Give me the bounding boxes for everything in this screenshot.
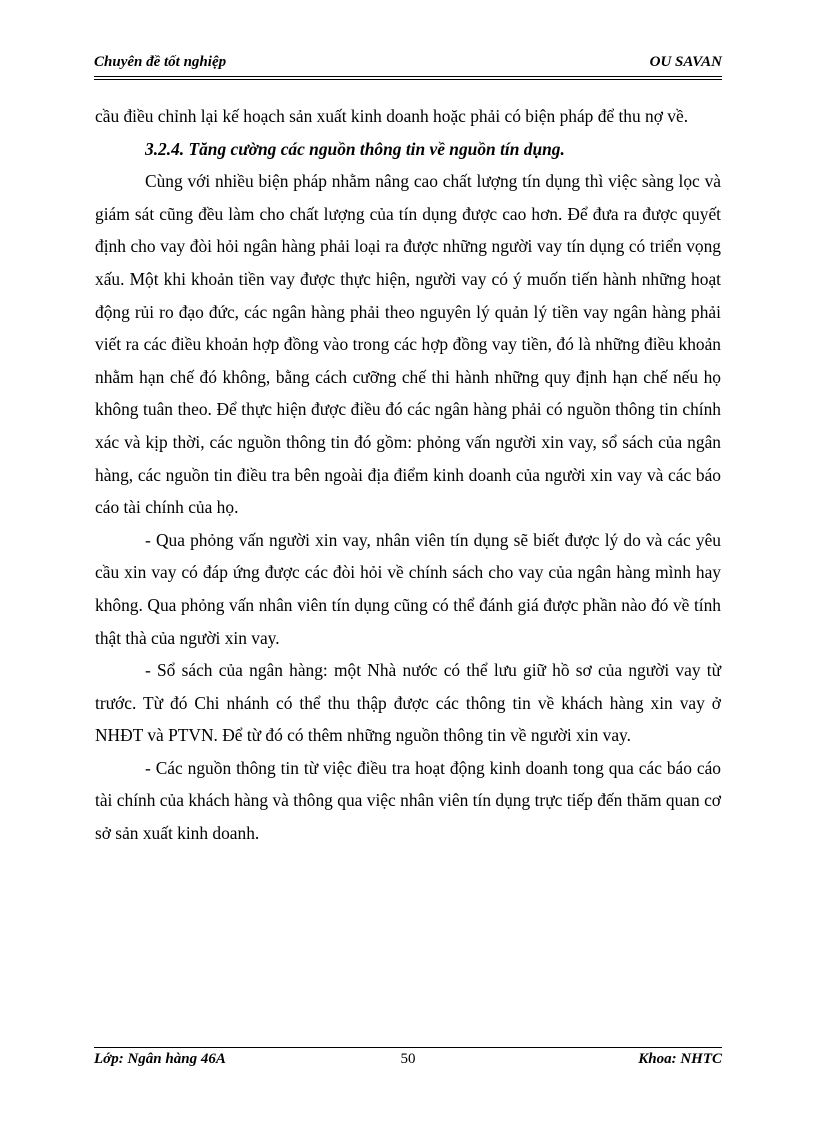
footer-faculty: Khoa: NHTC xyxy=(638,1051,722,1067)
header-rule xyxy=(94,76,722,77)
header-document-title: Chuyên đề tốt nghiệp xyxy=(94,54,227,70)
footer-rule xyxy=(94,1047,722,1048)
page-header xyxy=(94,54,722,76)
page-body xyxy=(95,100,721,850)
paragraph: Cùng với nhiều biện pháp nhằm nâng cao chất lượng tín dụng thì việc sàng lọc và giám sát cũng đều làm cho chất lượng của tín dụng được cao hơn. Để đưa ra được quyết định cho vay đòi hỏi ngân hàng phải loại ra được những người vay tín dụng có triển vọng xấu. Một khi khoản tiền vay được thực hiện, người vay có ý muốn tiến hành những hoạt động rủi ro đạo đức, các ngân hàng phải theo nguyên lý quản lý tiền vay ngân hàng phải viết ra các điều khoản hợp đồng vào trong các hợp đồng vay tiền, đó là những điều khoản nhằm hạn chế đó không, bằng cách cưỡng chế thi hành những quy định hạn chế nếu họ không tuân theo. Để thực hiện được điều đó các ngân hàng phải có nguồn thông tin chính xác và kịp thời, các nguồn thông tin đó gồm: phỏng vấn người xin vay, sổ sách của ngân hàng, các nguồn tin điều tra bên ngoài địa điểm kinh doanh của người xin vay và các báo cáo tài chính của họ. xyxy=(95,171,721,518)
paragraph: - Các nguồn thông tin từ việc điều tra hoạt động kinh doanh tong qua các báo cáo tài chính của khách hàng và thông qua việc nhân viên tín dụng trực tiếp đến thăm quan cơ sở sản xuất kinh doanh. xyxy=(95,757,721,844)
header-rule-double xyxy=(94,79,722,80)
paragraph-continuation: cầu điều chỉnh lại kế hoạch sản xuất kinh doanh hoặc phải có biện pháp để thu nợ về. xyxy=(95,106,689,126)
page-footer xyxy=(94,1051,722,1073)
paragraph: - Qua phỏng vấn người xin vay, nhân viên tín dụng sẽ biết được lý do và các yêu cầu xin vay có đáp ứng được các đòi hỏi về chính sách cho vay của ngân hàng mình hay không. Qua phỏng vấn nhân viên tín dụng cũng có thể đánh giá được phần nào đó về tính thật thà của người xin vay. xyxy=(95,529,721,648)
page-number: 50 xyxy=(400,1051,416,1067)
paragraph: - Sổ sách của ngân hàng: một Nhà nước có thể lưu giữ hồ sơ của người vay từ trước. Từ đó Chi nhánh có thể thu thập được các thông tin về khách hàng xin vay ở NHĐT và PTVN. Để từ đó có thêm những nguồn thông tin về người xin vay. xyxy=(95,660,721,746)
section-heading: 3.2.4. Tăng cường các nguồn thông tin về nguồn tín dụng. xyxy=(145,138,565,159)
header-author: OU SAVAN xyxy=(649,54,722,70)
footer-class: Lớp: Ngân hàng 46A xyxy=(94,1051,226,1067)
